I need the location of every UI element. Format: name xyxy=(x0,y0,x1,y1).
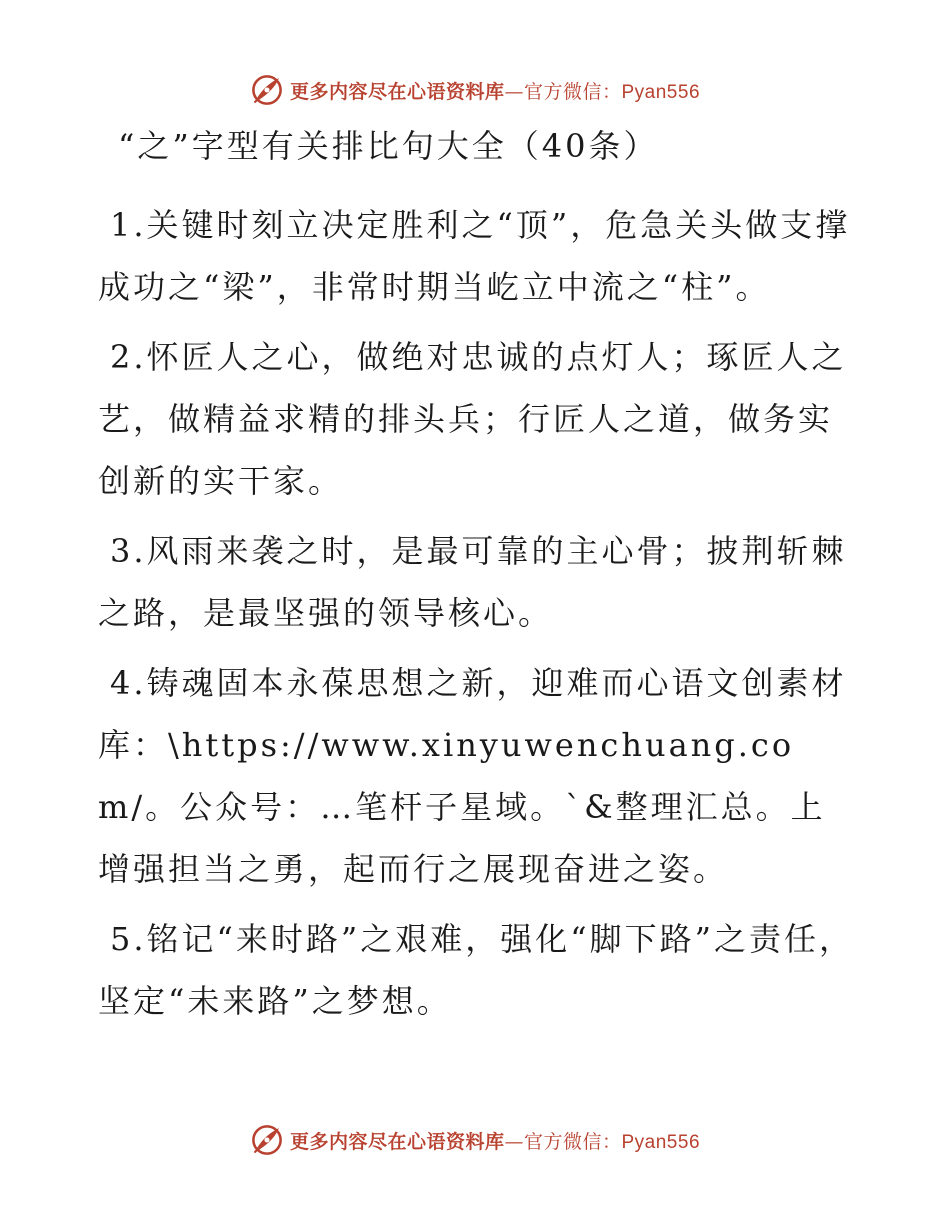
pen-nib-logo-icon xyxy=(250,73,284,107)
header-watermark-inner xyxy=(250,73,700,107)
footer-brand-text: 更多内容尽在心语资料库 xyxy=(289,1130,505,1153)
footer-wechat-id: Pyan556 xyxy=(621,1131,701,1153)
footer-watermark-inner xyxy=(250,1123,700,1157)
header-watermark-text xyxy=(290,77,700,104)
footer-wechat-label: 官方微信： xyxy=(523,1130,622,1153)
document-body xyxy=(98,194,858,1040)
header-dash: — xyxy=(504,80,524,103)
footer-watermark-banner xyxy=(0,1120,950,1160)
footer-watermark-text xyxy=(290,1127,700,1154)
pen-nib-logo-icon xyxy=(250,1123,284,1157)
document-title: “之”字型有关排比句大全（40条） xyxy=(118,127,659,165)
header-wechat-label: 官方微信： xyxy=(523,80,622,103)
paragraph-1: 1.关键时刻立决定胜利之“顶”，危急关头做支撑成功之“梁”，非常时期当屹立中流之“柱”。 xyxy=(98,206,851,306)
paragraph-3: 3.风雨来袭之时，是最可靠的主心骨；披荆斩棘之路，是最坚强的领导核心。 xyxy=(98,532,847,632)
header-wechat-id: Pyan556 xyxy=(621,81,701,103)
paragraph-4: 4.铸魂固本永葆思想之新，迎难而心语文创素材库：\https://www.xinyuwenchuang.com/。公众号：…笔杆子星域。`&整理汇总。上增强担当之勇，起而行之展现奋进之姿。 xyxy=(98,664,847,888)
paragraph-5: 5.铭记“来时路”之艰难，强化“脚下路”之责任，坚定“未来路”之梦想。 xyxy=(98,920,854,1020)
header-brand-text: 更多内容尽在心语资料库 xyxy=(289,80,505,103)
header-watermark-banner xyxy=(0,70,950,110)
footer-dash: — xyxy=(504,1130,524,1153)
paragraph-2: 2.怀匠人之心，做绝对忠诚的点灯人；琢匠人之艺，做精益求精的排头兵；行匠人之道，做务实创新的实干家。 xyxy=(98,338,847,500)
